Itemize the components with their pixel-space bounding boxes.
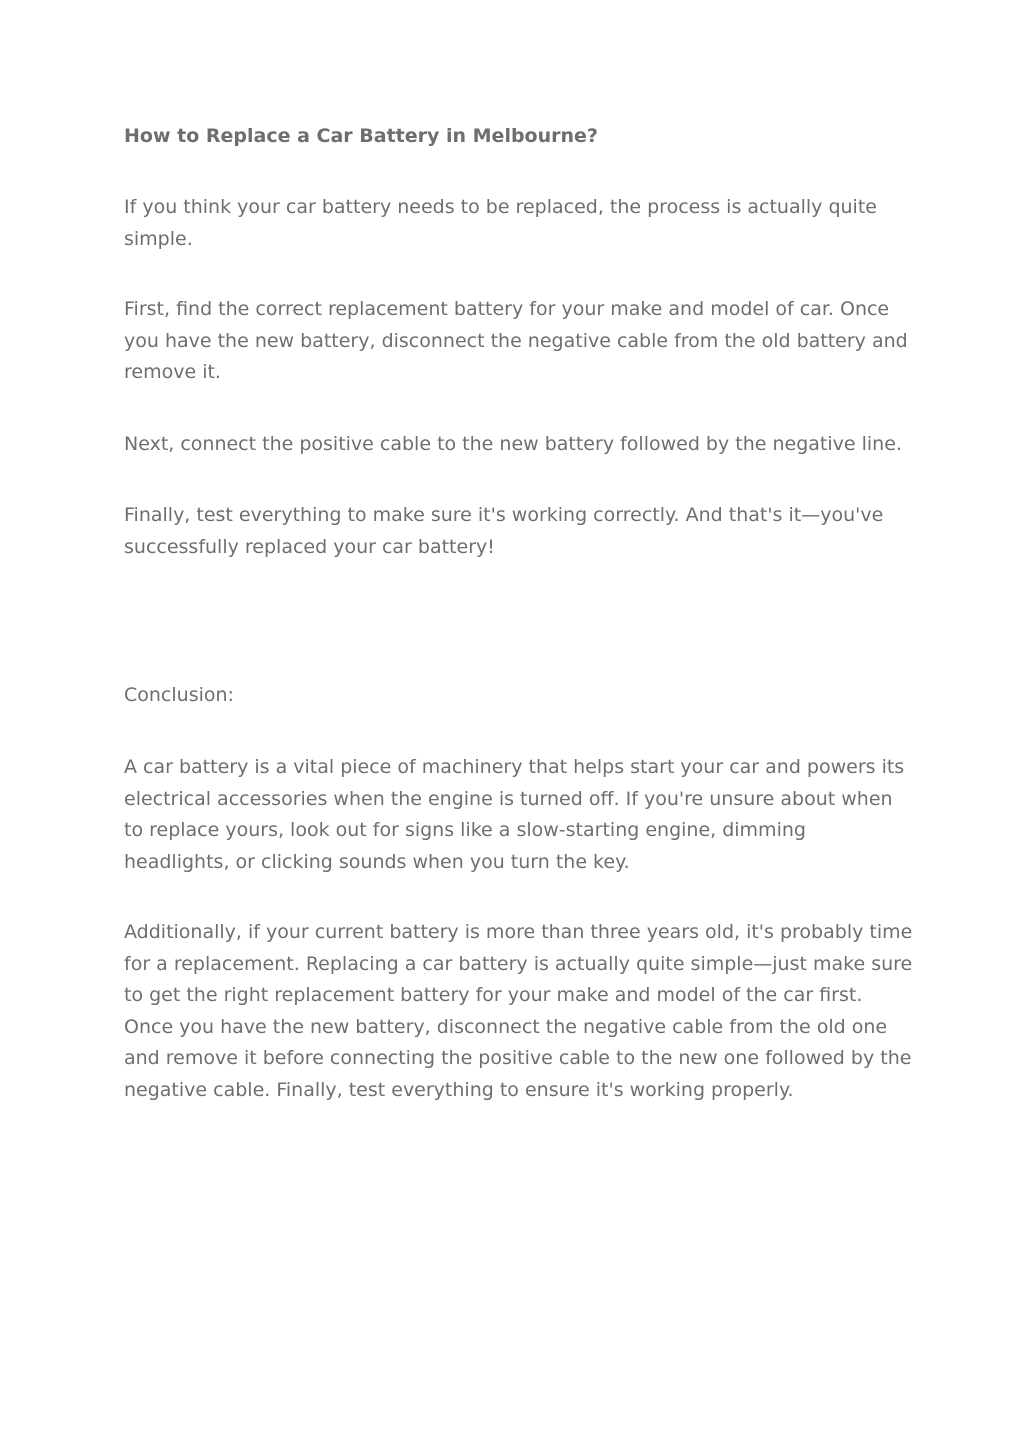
paragraph-conclusion-signs: A car battery is a vital piece of machinery that helps start your car and powers its electrical accessories when the engine is turned off. If you're unsure about when to replace yours, look out for signs like a slow-starting engine, dimming headlights, or clicking sounds when you turn the key. <box>124 756 905 873</box>
paragraph-next-step: Next, connect the positive cable to the new battery followed by the negative line. <box>124 433 902 455</box>
paragraph-intro: If you think your car battery needs to be replaced, the process is actually quite simple. <box>124 196 877 250</box>
paragraph-final-step: Finally, test everything to make sure it's working correctly. And that's it—you've successfully replaced your car battery! <box>124 504 884 558</box>
paragraph-conclusion-summary: Additionally, if your current battery is more than three years old, it's probably time for a replacement. Replacing a car battery is actually quite simple—just make sure to get the right replacement battery for your make and model of the car first. Once you have the new battery, disconnect the negative cable from the old one and remove it before connecting the positive cable to the new one followed by the negative cable. Finally, test everything to ensure it's working properly. <box>124 921 913 1101</box>
conclusion-heading: Conclusion: <box>124 684 234 706</box>
document-title: How to Replace a Car Battery in Melbourne? <box>124 125 598 147</box>
paragraph-first-step: First, find the correct replacement battery for your make and model of car. Once you have the new battery, disconnect the negative cable from the old battery and remove it. <box>124 298 908 384</box>
